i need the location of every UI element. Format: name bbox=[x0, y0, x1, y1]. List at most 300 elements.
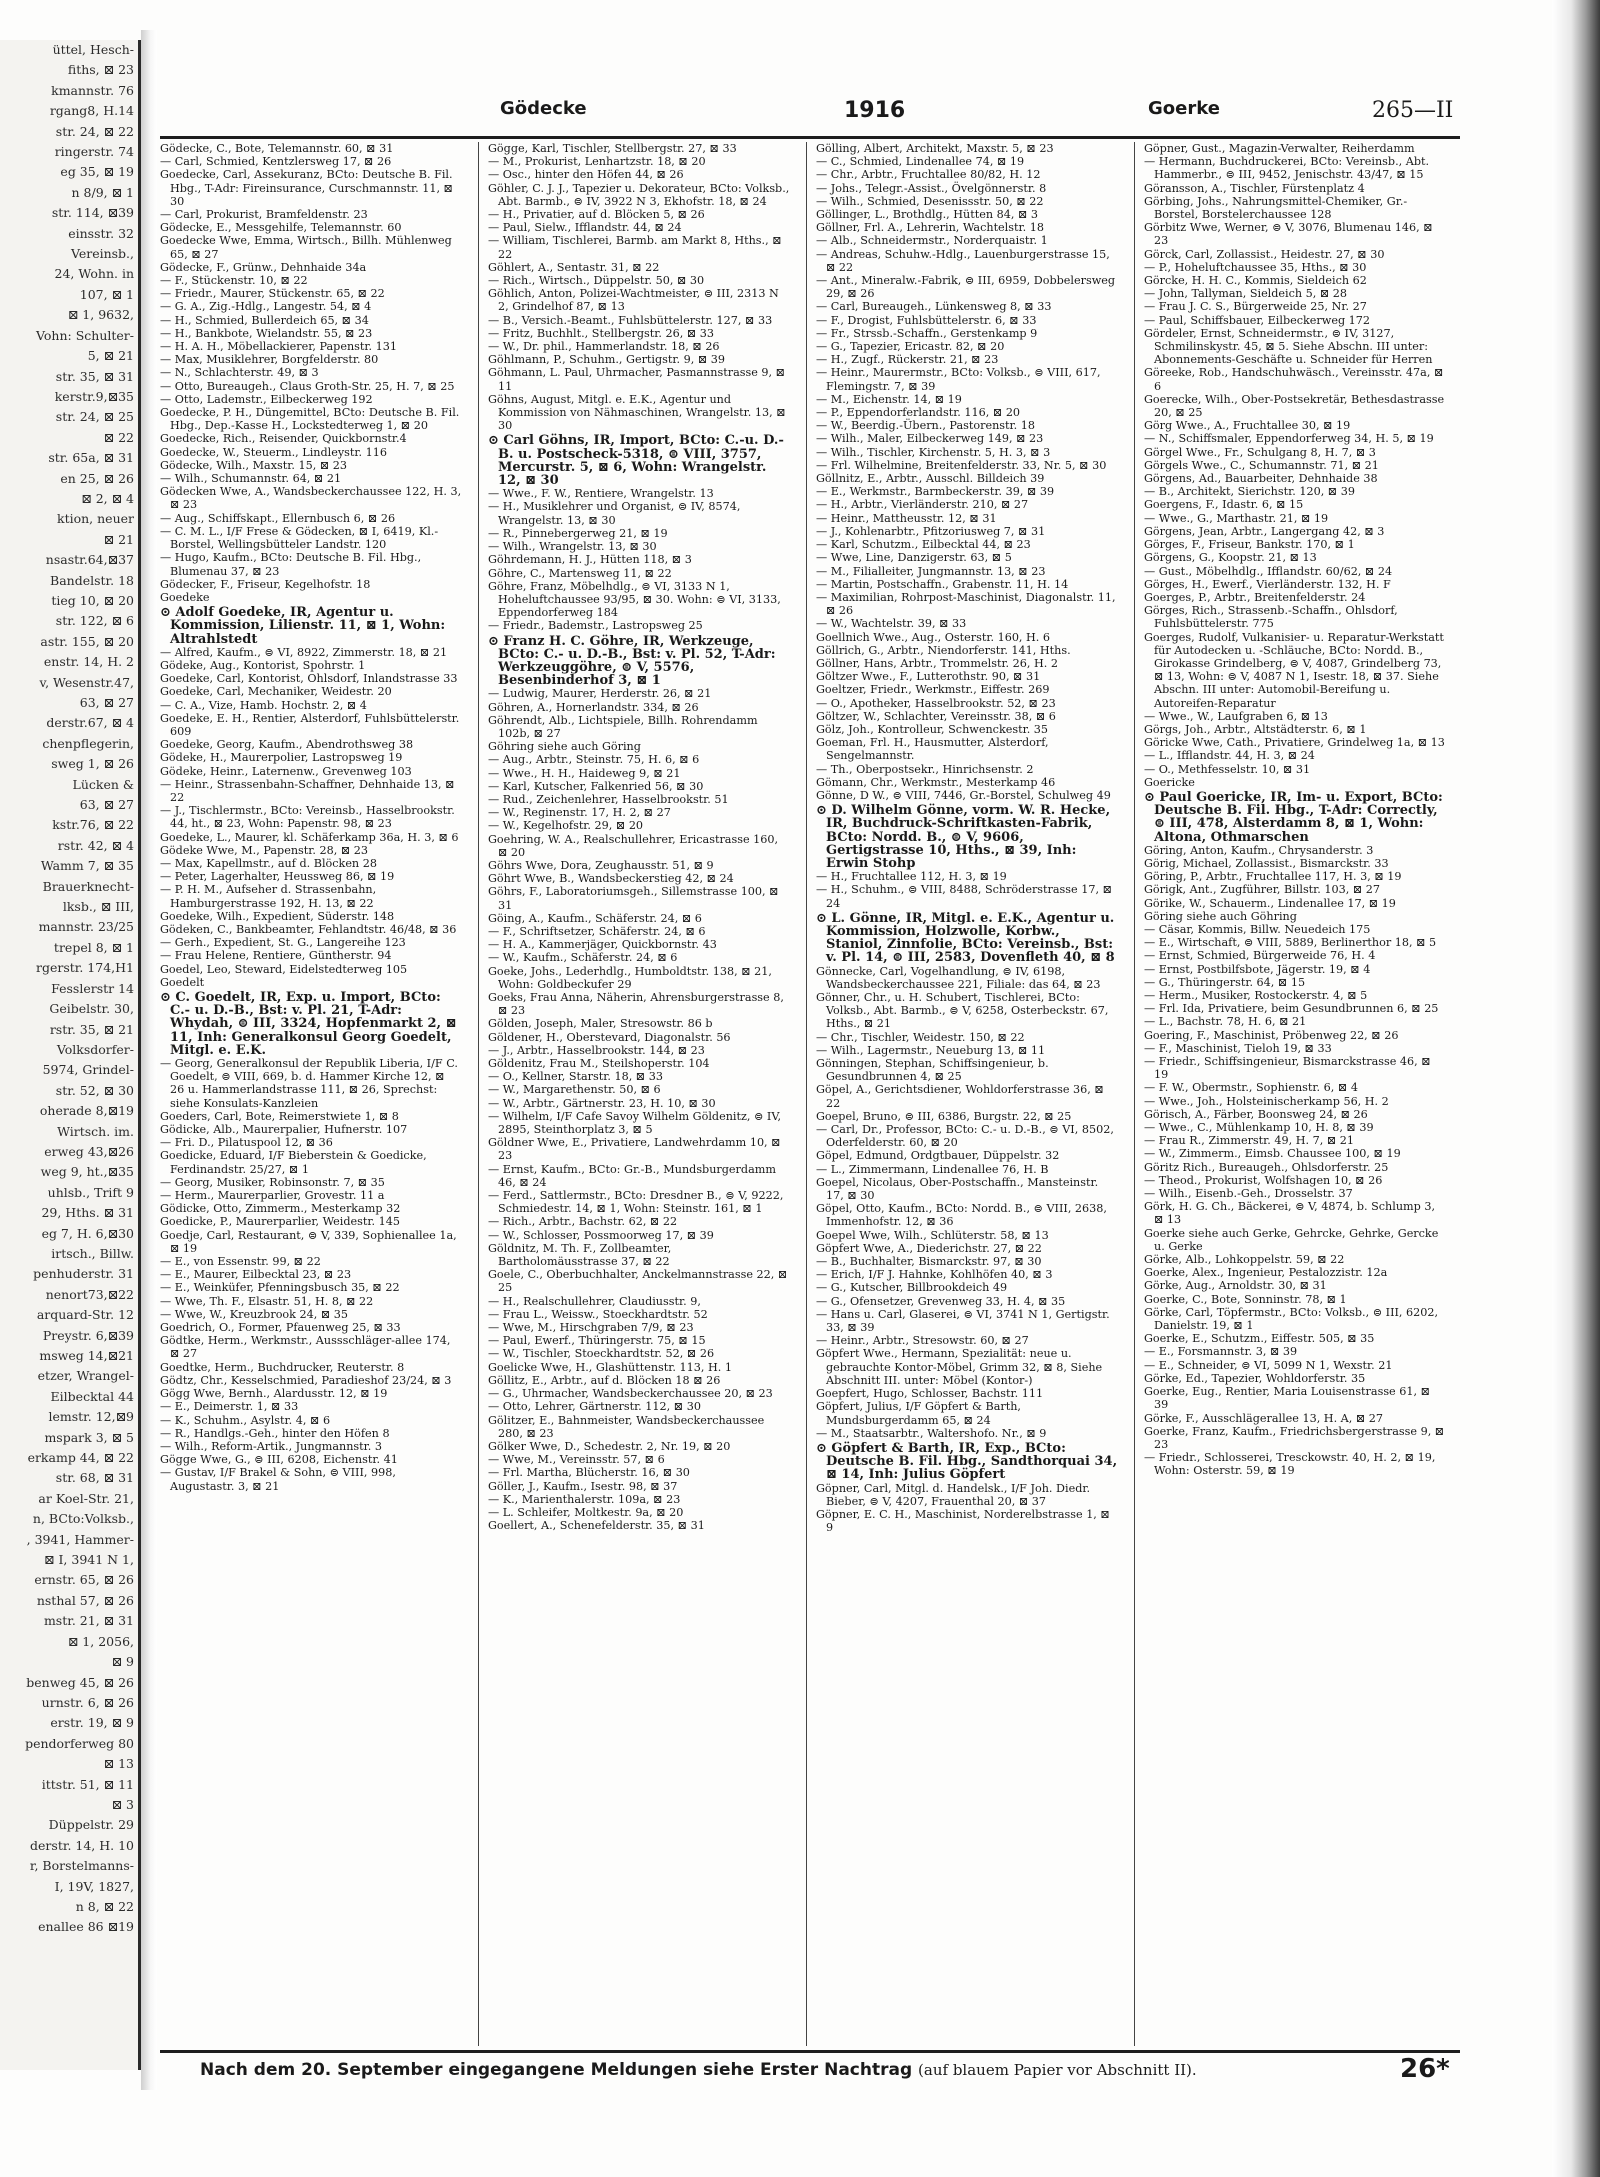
left-page-line: einsstr. 32 bbox=[68, 225, 134, 241]
directory-entry: — Karl, Kutscher, Falkenried 56, ⊠ 30 bbox=[488, 779, 704, 793]
directory-entry: Görke, Alb., Lohkoppelstr. 59, ⊠ 22 bbox=[1144, 1253, 1345, 1267]
directory-entry: Gödeke, Aug., Kontorist, Spohrstr. 1 bbox=[160, 658, 366, 672]
left-page-line: ⊠ 13 bbox=[103, 1756, 134, 1772]
directory-entry: — Wwe, Line, Danzigerstr. 63, ⊠ 5 bbox=[816, 551, 1012, 565]
directory-entry: — Rich., Arbtr., Bachstr. 62, ⊠ 22 bbox=[488, 1215, 678, 1229]
left-page-line: üttel, Hesch- bbox=[52, 42, 134, 57]
directory-entry: — Frau R., Zimmerstr. 49, H. 7, ⊠ 21 bbox=[1144, 1134, 1354, 1148]
header-rule bbox=[160, 136, 1460, 139]
directory-entry: Görgel Wwe., Fr., Schulgang 8, H. 7, ⊠ 3 bbox=[1144, 445, 1376, 459]
directory-entry: Göhrs, F., Laboratoriumsgeh., Sillemstrasse 100, ⊠ 31 bbox=[488, 885, 779, 912]
left-page-line: eg 7, H. 6,⊠30 bbox=[41, 1225, 134, 1241]
directory-entry: — H. A., Kammerjäger, Quickbornstr. 43 bbox=[488, 938, 717, 952]
directory-entry: — W., Kaufm., Schäferstr. 24, ⊠ 6 bbox=[488, 951, 678, 965]
directory-entry: Goedel, Leo, Steward, Eidelstedterweg 105 bbox=[160, 962, 408, 976]
directory-entry: Goering, F., Maschinist, Pröbenweg 22, ⊠ 26 bbox=[1144, 1028, 1399, 1042]
directory-entry: Görgens, Jean, Arbtr., Langergang 42, ⊠ 3 bbox=[1144, 524, 1385, 538]
directory-entry: Görke, Aug., Arnoldstr. 30, ⊠ 31 bbox=[1144, 1279, 1327, 1293]
left-page-line: I, 19V, 1827, bbox=[54, 1878, 134, 1894]
directory-entry: — H., Realschullehrer, Claudiusstr. 9, bbox=[488, 1294, 701, 1308]
directory-entry: — P., Hoheluftchaussee 35, Hths., ⊠ 30 bbox=[1144, 260, 1367, 274]
directory-entry: Göring, Anton, Kaufm., Chrysanderstr. 3 bbox=[1144, 843, 1374, 857]
left-page-line: str. 65a, ⊠ 31 bbox=[48, 450, 134, 466]
directory-entry: Göpfert Wwe, A., Diederichstr. 27, ⊠ 22 bbox=[816, 1241, 1042, 1255]
directory-entry: — L., Ifflandstr. 44, H. 3, ⊠ 24 bbox=[1144, 749, 1315, 763]
left-page-line: lksb., ⊠ III, bbox=[62, 899, 134, 915]
column-divider bbox=[1134, 142, 1135, 2046]
directory-entry: — Maximilian, Rohrpost-Maschinist, Diagonalstr. 11, ⊠ 26 bbox=[816, 590, 1116, 618]
directory-entry: — Wwe, M., Vereinsstr. 57, ⊠ 6 bbox=[488, 1453, 665, 1467]
directory-entry: — Frl. Ida, Privatiere, beim Gesundbrunnen 6, ⊠ 25 bbox=[1144, 1002, 1439, 1016]
directory-entry: Görigk, Ant., Zugführer, Billstr. 103, ⊠ 27 bbox=[1144, 883, 1381, 897]
directory-entry: Göhlert, A., Sentastr. 31, ⊠ 22 bbox=[488, 260, 660, 274]
directory-entry: Goerecke, Wilh., Ober-Postsekretär, Bethesdastrasse 20, ⊠ 25 bbox=[1144, 392, 1445, 420]
left-page-line: Wamm 7, ⊠ 35 bbox=[40, 858, 134, 874]
directory-entry: — M., Filialleiter, Jungmannstr. 13, ⊠ 23 bbox=[816, 564, 1046, 578]
directory-entry: — N., Schlachterstr. 49, ⊠ 3 bbox=[160, 366, 319, 380]
directory-entry: ⊙ Paul Goericke, IR, Im- u. Export, BCto: Deutsche B. Fil. Hbg., T-Adr: Correctly, ⊜ III, 478, Alsterdamm 8, ⊠ 1, Wohn: Altona, Othmarschen bbox=[1144, 789, 1443, 845]
left-page-line: nsthal 57, ⊠ 26 bbox=[36, 1592, 134, 1608]
directory-entry: — W., Zimmerm., Eimsb. Chaussee 100, ⊠ 19 bbox=[1144, 1147, 1401, 1161]
directory-entry: Gödtke, Herm., Werkmstr., Aussschläger-allee 174, ⊠ 27 bbox=[160, 1334, 451, 1361]
left-page-line: en 25, ⊠ 26 bbox=[60, 470, 134, 486]
directory-entry: Göller, J., Kaufm., Isestr. 98, ⊠ 37 bbox=[488, 1479, 678, 1493]
directory-entry: — Gerh., Expedient, St. G., Langereihe 123 bbox=[160, 936, 406, 950]
directory-entry: Goerges, Rudolf, Vulkanisier- u. Reparatur-Werkstatt für Autodecken u. -Schläuche, BCto: Nordd. B., Girokasse Grindelberg, ⊜ V, 4087, Grindelberg 73, ⊠ 13, Wohn: ⊜ V, 4087 N 1, Isestr. 18, ⊠ 37. Siehe Abschn. III unter: Automobil-Bereifung u. Autoreifen-Reparatur bbox=[1144, 630, 1444, 710]
directory-entry: — Rud., Zeichenlehrer, Hasselbrookstr. 51 bbox=[488, 792, 729, 806]
left-page-line: rstr. 35, ⊠ 21 bbox=[49, 1021, 134, 1037]
directory-entry: — G., Thüringerstr. 64, ⊠ 15 bbox=[1144, 975, 1306, 989]
left-page-line: weg 9, ht.,⊠35 bbox=[40, 1164, 134, 1180]
directory-entry: Göhren, A., Hornerlandstr. 334, ⊠ 26 bbox=[488, 700, 699, 714]
directory-entry: — H., Schmied, Bullerdeich 65, ⊠ 34 bbox=[160, 313, 369, 327]
directory-entry: — Heinr., Arbtr., Stresowstr. 60, ⊠ 27 bbox=[816, 1334, 1029, 1348]
directory-entry: Göldener, H., Oberstevard, Diagonalstr. 56 bbox=[488, 1030, 731, 1044]
directory-entry: Goedecke, W., Steuerm., Lindleystr. 116 bbox=[160, 445, 388, 459]
directory-entry: Goeks, Frau Anna, Näherin, Ahrensburgerstrasse 8, ⊠ 23 bbox=[488, 991, 784, 1018]
directory-entry: Goehring, W. A., Realschullehrer, Ericastrasse 160, ⊠ 20 bbox=[488, 832, 779, 859]
directory-entry: — O., Apotheker, Hasselbrookstr. 52, ⊠ 23 bbox=[816, 696, 1056, 710]
directory-entry: Görgens, G., Koopstr. 21, ⊠ 13 bbox=[1144, 551, 1317, 565]
left-page-line: 63, ⊠ 27 bbox=[79, 797, 134, 813]
left-page-line: benweg 45, ⊠ 26 bbox=[26, 1674, 134, 1690]
left-page-line: str. 35, ⊠ 31 bbox=[55, 368, 134, 384]
left-page-line: ⊠ 9 bbox=[111, 1654, 134, 1670]
directory-entry: — H., Zugf., Rückerstr. 21, ⊠ 23 bbox=[816, 353, 999, 367]
directory-entry: — W., Wachtelstr. 39, ⊠ 33 bbox=[816, 617, 967, 631]
left-page-line: 24, Wohn. in bbox=[54, 266, 134, 282]
left-page-line: erweg 43,⊠26 bbox=[44, 1143, 134, 1159]
directory-entry: — Wilhelm, I/F Cafe Savoy Wilhelm Göldenitz, ⊜ IV, 2895, Steinthorplatz 3, ⊠ 5 bbox=[488, 1109, 782, 1137]
directory-entry: — Osc., hinter den Höfen 44, ⊠ 26 bbox=[488, 168, 684, 182]
directory-entry: — Wilh., Reform-Artik., Jungmannstr. 3 bbox=[160, 1439, 383, 1453]
left-page-line: str. 68, ⊠ 31 bbox=[55, 1470, 134, 1486]
directory-entry: Göhrendt, Alb., Lichtspiele, Billh. Rohrendamm 102b, ⊠ 27 bbox=[488, 713, 758, 740]
directory-entry: ⊙ Franz H. C. Göhre, IR, Werkzeuge, BCto: C.- u. D.-B., Bst: v. Pl. 52, T-Adr: Werkzeuggöhre, ⊜ V, 5576, Besenbinderhof 3, ⊠ 1 bbox=[488, 633, 776, 689]
directory-entry: — Otto, Lademstr., Eilbeckerweg 192 bbox=[160, 392, 373, 406]
directory-entry: — Carl, Dr., Professor, BCto: C.- u. D.-B., ⊜ VI, 8502, Oderfelderstr. 60, ⊠ 20 bbox=[816, 1123, 1114, 1150]
left-page-line: eg 35, ⊠ 19 bbox=[60, 164, 134, 180]
directory-entry: Göllner, Hans, Arbtr., Trommelstr. 26, H. 2 bbox=[816, 656, 1059, 670]
left-page-line: str. 24, ⊠ 25 bbox=[55, 409, 134, 425]
column-3 bbox=[816, 142, 1118, 2046]
footer-parenthetical: (auf blauem Papier vor Abschnitt II). bbox=[918, 2061, 1197, 2079]
directory-entry: Göllitz, E., Arbtr., auf d. Blöcken 18 ⊠ 26 bbox=[488, 1373, 721, 1387]
directory-entry: Goedecke, P. H., Düngemittel, BCto: Deutsche B. Fil. Hbg., Dep.-Kasse H., Lockstedterweg 1, ⊠ 20 bbox=[160, 406, 460, 433]
left-page-line: ⊠ 1, 2056, bbox=[67, 1633, 134, 1649]
directory-entry: Göhlmann, P., Schuhm., Gertigstr. 9, ⊠ 39 bbox=[488, 353, 726, 367]
directory-entry: — E., Maurer, Eilbecktal 23, ⊠ 23 bbox=[160, 1268, 352, 1282]
left-page-line: ⊠ I, 3941 N 1, bbox=[44, 1552, 134, 1568]
directory-entry: Goedecke, Rich., Reisender, Quickbornstr.4 bbox=[160, 432, 407, 446]
directory-entry: — G., Ofensetzer, Grevenweg 33, H. 4, ⊠ 35 bbox=[816, 1294, 1066, 1308]
directory-entry: Göring siehe auch Göhring bbox=[1144, 909, 1297, 923]
directory-entry: — Wilh., Schumannstr. 64, ⊠ 21 bbox=[160, 472, 342, 486]
directory-entry: — B., Buchhalter, Bismarckstr. 97, ⊠ 30 bbox=[816, 1255, 1042, 1269]
left-page-line: nenort73,⊠22 bbox=[45, 1286, 134, 1302]
left-page-line: Preystr. 6,⊠39 bbox=[42, 1327, 134, 1343]
directory-entry: Gödecker, F., Friseur, Kegelhofstr. 18 bbox=[160, 577, 371, 591]
directory-entry: Görck, Carl, Zollassist., Heidestr. 27, ⊠ 30 bbox=[1144, 247, 1385, 261]
directory-entry: — K., Marienthalerstr. 109a, ⊠ 23 bbox=[488, 1492, 681, 1506]
directory-entry: — B., Versich.-Beamt., Fuhlsbüttelerstr. 127, ⊠ 33 bbox=[488, 313, 773, 327]
directory-entry: Goedeke, L., Maurer, kl. Schäferkamp 36a, H. 3, ⊠ 6 bbox=[160, 830, 459, 844]
directory-entry: — W., Tischler, Stoeckhardtstr. 52, ⊠ 26 bbox=[488, 1347, 715, 1361]
directory-entry: — K., Schuhm., Asylstr. 4, ⊠ 6 bbox=[160, 1413, 331, 1427]
directory-entry: — P., Eppendorferlandstr. 116, ⊠ 20 bbox=[816, 406, 1021, 420]
left-page-line: chenpflegerin, bbox=[42, 735, 134, 751]
directory-entry: — C. M. L., I/F Frese & Gödecken, ⊠ I, 6419, Kl.-Borstel, Wellingsbütteler Landstr. 120 bbox=[160, 524, 439, 552]
directory-entry: Göpel, A., Gerichtsdiener, Wohldorferstrasse 36, ⊠ 22 bbox=[816, 1083, 1104, 1110]
directory-entry: — William, Tischlerei, Barmb. am Markt 8, Hths., ⊠ 22 bbox=[488, 234, 782, 261]
left-page-line: n 8/9, ⊠ 1 bbox=[71, 184, 134, 200]
directory-entry: — Carl, Prokurist, Bramfeldenstr. 23 bbox=[160, 208, 368, 222]
directory-entry: — Georg, Generalkonsul der Republik Liberia, I/F C. Goedelt, ⊜ VIII, 669, b. d. Hammer Kirche 12, ⊠ 26 u. Hammerlandstrasse 111, ⊠ 26, Sprechst: siehe Konsulats-Kanzleien bbox=[160, 1057, 458, 1110]
directory-entry: Görgs, Joh., Arbtr., Altstädterstr. 6, ⊠ 1 bbox=[1144, 722, 1367, 736]
directory-entry: Gögge Wwe, G., ⊜ III, 6208, Eichenstr. 41 bbox=[160, 1453, 398, 1467]
directory-entry: — Wilh., Eisenb.-Geh., Drosselstr. 37 bbox=[1144, 1187, 1353, 1201]
directory-entry: — Fritz, Buchhlt., Stellbergstr. 26, ⊠ 33 bbox=[488, 326, 714, 340]
directory-entry: — Hans u. Carl, Glaserei, ⊜ VI, 3741 N 1, Gertigstr. 33, ⊠ 39 bbox=[816, 1307, 1110, 1335]
directory-entry: — Wwe., C., Mühlenkamp 10, H. 8, ⊠ 39 bbox=[1144, 1121, 1374, 1135]
left-page-line: ⊠ 2, ⊠ 4 bbox=[81, 490, 134, 506]
directory-entry: Görk, H. G. Ch., Bäckerei, ⊜ V, 4874, b. Schlump 3, ⊠ 13 bbox=[1144, 1200, 1436, 1227]
directory-entry: Gödecke, Wilh., Maxstr. 15, ⊠ 23 bbox=[160, 458, 347, 472]
directory-entry: — J., Tischlermstr., BCto: Vereinsb., Hasselbrookstr. 44, ht., ⊠ 23, Wohn: Papenstr. 98, ⊠ 23 bbox=[160, 804, 455, 831]
directory-entry: Gördeler, Ernst, Schneidermstr., ⊜ IV, 3127, Schmilinskystr. 45, ⊠ 5. Siehe Abschn. III unter: Abonnements-Geschäfte u. Schneider für Herren bbox=[1144, 326, 1433, 367]
header-first-entry: Gödecke bbox=[500, 98, 587, 119]
directory-entry: — W., Dr. phil., Hammerlandstr. 18, ⊠ 26 bbox=[488, 340, 720, 354]
directory-entry: — Th., Oberpostsekr., Hinrichsenstr. 2 bbox=[816, 762, 1034, 776]
directory-entry: Goedicke, Eduard, I/F Bieberstein & Goedicke, Ferdinandstr. 25/27, ⊠ 1 bbox=[160, 1149, 427, 1176]
directory-entry: — P. H. M., Aufseher d. Strassenbahn, Hamburgerstrasse 192, H. 13, ⊠ 22 bbox=[160, 883, 377, 910]
directory-entry: Göldenitz, Frau M., Steilshoperstr. 104 bbox=[488, 1057, 710, 1071]
directory-entry: Goepel, Bruno, ⊜ III, 6386, Burgstr. 22, ⊠ 25 bbox=[816, 1109, 1072, 1123]
directory-entry: — Martin, Postschaffn., Grabenstr. 11, H. 14 bbox=[816, 577, 1069, 591]
directory-entry: Goergens, F., Idastr. 6, ⊠ 15 bbox=[1144, 498, 1304, 512]
directory-entry: — F., Drogist, Fuhlsbüttelerstr. 6, ⊠ 33 bbox=[816, 313, 1037, 327]
directory-entry: — Friedr., Schlosserei, Tresckowstr. 40, H. 2, ⊠ 19, Wohn: Osterstr. 59, ⊠ 19 bbox=[1144, 1451, 1436, 1478]
directory-entry: Goele, C., Oberbuchhalter, Anckelmannstrasse 22, ⊠ 25 bbox=[488, 1268, 788, 1295]
directory-entry: Göhre, Franz, Möbelhdlg., ⊜ VI, 3133 N 1, Hoheluftchaussee 93/95, ⊠ 30. Wohn: ⊜ VI, 3133, Eppendorferweg 184 bbox=[488, 579, 781, 620]
directory-entry: — W., Kegelhofstr. 29, ⊠ 20 bbox=[488, 819, 644, 833]
directory-entry: — G., Tapezier, Ericastr. 82, ⊠ 20 bbox=[816, 340, 1005, 354]
directory-entry: — F., Schriftsetzer, Schäferstr. 24, ⊠ 6 bbox=[488, 924, 706, 938]
directory-entry: Gömann, Chr., Werkmstr., Mesterkamp 46 bbox=[816, 775, 1056, 789]
directory-entry: — Johs., Telegr.-Assist., Övelgönnerstr. 8 bbox=[816, 181, 1047, 195]
left-page-line: , 3941, Hammer- bbox=[26, 1531, 134, 1547]
directory-entry: Gödeke, H., Maurerpolier, Lastropsweg 19 bbox=[160, 751, 403, 765]
directory-entry: Göpner, Carl, Mitgl. d. Handelsk., I/F Joh. Diedr. Bieber, ⊜ V, 4207, Frauenthal 20, ⊠ 37 bbox=[816, 1481, 1091, 1508]
left-page-line: enstr. 14, H. 2 bbox=[43, 654, 134, 670]
directory-entry: — John, Tallyman, Sieldeich 5, ⊠ 28 bbox=[1144, 287, 1348, 301]
directory-entry: Göhler, C. J. J., Tapezier u. Dekorateur, BCto: Volksb., Abt. Barmb., ⊜ IV, 3922 N 3, Ekhofstr. 18, ⊠ 24 bbox=[488, 181, 790, 208]
directory-entry: Göpfert, Julius, I/F Göpfert & Barth, Mundsburgerdamm 65, ⊠ 24 bbox=[816, 1400, 1021, 1427]
directory-entry: Gölker Wwe, D., Schedestr. 2, Nr. 19, ⊠ 20 bbox=[488, 1439, 731, 1453]
left-page-line: astr. 155, ⊠ 20 bbox=[40, 633, 134, 649]
left-page-line: Düppelstr. 29 bbox=[48, 1817, 134, 1833]
directory-entry: — E., Schneider, ⊜ VI, 5099 N 1, Wexstr. 21 bbox=[1144, 1358, 1393, 1372]
footer-rule bbox=[160, 2050, 1460, 2053]
directory-entry: — Frl. Martha, Blücherstr. 16, ⊠ 30 bbox=[488, 1466, 690, 1480]
directory-entry: — Wwe., H. H., Haideweg 9, ⊠ 21 bbox=[488, 766, 681, 780]
directory-entry: — E., Wirtschaft, ⊜ VIII, 5889, Berlinerthor 18, ⊠ 5 bbox=[1144, 936, 1437, 950]
footer-main-text: Nach dem 20. September eingegangene Meldungen siehe Erster Nachtrag bbox=[200, 2060, 913, 2080]
directory-entry: — Heinr., Strassenbahn-Schaffner, Dehnhaide 13, ⊠ 22 bbox=[160, 777, 455, 804]
left-page-line: erstr. 19, ⊠ 9 bbox=[50, 1715, 134, 1731]
directory-entry: — H., Musiklehrer und Organist, ⊜ IV, 8574, Wrangelstr. 13, ⊠ 30 bbox=[488, 500, 741, 527]
directory-entry: — C. A., Vize, Hamb. Hochstr. 2, ⊠ 4 bbox=[160, 698, 367, 712]
directory-entry: Gödeken, C., Bankbeamter, Fehlandtstr. 46/48, ⊠ 36 bbox=[160, 922, 457, 936]
directory-entry: Gödtz, Chr., Kesselschmied, Paradieshof 23/24, ⊠ 3 bbox=[160, 1373, 452, 1387]
directory-entry: — L. Schleifer, Moltkestr. 9a, ⊠ 20 bbox=[488, 1505, 684, 1519]
left-page-line: Wirtsch. im. bbox=[57, 1123, 134, 1139]
directory-entry: — Wilh., Lagermstr., Neueburg 13, ⊠ 11 bbox=[816, 1043, 1046, 1057]
directory-entry: — Frl. Wilhelmine, Breitenfelderstr. 33, Nr. 5, ⊠ 30 bbox=[816, 458, 1107, 472]
directory-entry: — N., Schiffsmaler, Eppendorferweg 34, H. 5, ⊠ 19 bbox=[1144, 432, 1434, 446]
left-page-line: Eilbecktal 44 bbox=[50, 1388, 134, 1404]
directory-entry: Goedtke, Herm., Buchdrucker, Reuterstr. 8 bbox=[160, 1360, 405, 1374]
directory-entry: — Ant., Mineralw.-Fabrik, ⊜ III, 6959, Dobbelersweg 29, ⊠ 26 bbox=[816, 274, 1116, 301]
directory-entry: Goedecke Wwe, Emma, Wirtsch., Billh. Mühlenweg 65, ⊠ 27 bbox=[160, 234, 452, 261]
directory-entry: Gödeke, Heinr., Laternenw., Grevenweg 103 bbox=[160, 764, 412, 778]
left-page-line: pendorferweg 80 bbox=[25, 1735, 134, 1751]
directory-entry: Görgens, Ad., Bauarbeiter, Dehnhaide 38 bbox=[1144, 472, 1378, 486]
directory-entry: — C., Schmied, Lindenallee 74, ⊠ 19 bbox=[816, 155, 1025, 169]
directory-entry: Goepel, Nicolaus, Ober-Postschaffn., Mansteinstr. 17, ⊠ 30 bbox=[816, 1175, 1099, 1203]
directory-entry: Göpel, Otto, Kaufm., BCto: Nordd. B., ⊜ VIII, 2638, Immenhofstr. 12, ⊠ 36 bbox=[816, 1202, 1107, 1229]
directory-entry: Gödecke, F., Grünw., Dehnhaide 34a bbox=[160, 260, 367, 274]
directory-entry: — Wwe, Th. F., Elsastr. 51, H. 8, ⊠ 22 bbox=[160, 1294, 374, 1308]
directory-entry: — Friedr., Schiffsingenieur, Bismarckstrasse 46, ⊠ 19 bbox=[1144, 1055, 1431, 1082]
left-page-line: etzer, Wrangel- bbox=[37, 1368, 134, 1384]
column-1 bbox=[160, 142, 462, 2046]
directory-entry: Goedicke, P., Maurerparlier, Weidestr. 145 bbox=[160, 1215, 400, 1229]
directory-entry: — Ferd., Sattlermstr., BCto: Dresdner B., ⊜ V, 9222, Schmiedestr. 14, ⊠ 1, Wohn: Steinstr. 161, ⊠ 1 bbox=[488, 1189, 784, 1216]
directory-entry: — Frau L., Weissw., Stoeckhardtstr. 52 bbox=[488, 1307, 708, 1321]
directory-entry: — G., Kutscher, Billbrookdeich 49 bbox=[816, 1281, 1008, 1295]
directory-entry: Göhrt Wwe, B., Wandsbeckerstieg 42, ⊠ 24 bbox=[488, 872, 734, 886]
directory-entry: Görbitz Wwe, Werner, ⊜ V, 3076, Blumenau 146, ⊠ 23 bbox=[1144, 221, 1433, 248]
directory-entry: Görke, F., Ausschlägerallee 13, H. A, ⊠ 27 bbox=[1144, 1411, 1384, 1425]
left-page-line: rgerstr. 174,H1 bbox=[35, 960, 134, 976]
directory-entry: Goedeke, Wilh., Expedient, Süderstr. 148 bbox=[160, 909, 395, 923]
directory-entry: Görcke, H. H. C., Kommis, Sieldeich 62 bbox=[1144, 274, 1367, 288]
directory-entry: — Otto, Lehrer, Gärtnerstr. 112, ⊠ 30 bbox=[488, 1400, 701, 1414]
directory-entry: Göllrich, G., Arbtr., Niendorferstr. 141, Hths. bbox=[816, 643, 1071, 657]
left-page-line: 29, Hths. ⊠ 31 bbox=[41, 1205, 134, 1221]
left-page-line: ringerstr. 74 bbox=[54, 144, 134, 160]
left-page-line: msweg 14,⊠21 bbox=[39, 1348, 134, 1363]
directory-entry: Gölitzer, E., Bahnmeister, Wandsbeckerchaussee 280, ⊠ 23 bbox=[488, 1413, 765, 1440]
directory-entry: Gölden, Joseph, Maler, Stresowstr. 86 b bbox=[488, 1017, 713, 1031]
directory-entry: — L., Zimmermann, Lindenallee 76, H. B bbox=[816, 1162, 1049, 1176]
left-page-line: ktion, neuer bbox=[57, 511, 134, 527]
directory-entry: Goellnich Wwe., Aug., Osterstr. 160, H. 6 bbox=[816, 630, 1051, 644]
directory-entry: Goepel Wwe, Wilh., Schlüterstr. 58, ⊠ 13 bbox=[816, 1228, 1049, 1242]
directory-entry: — E., von Essenstr. 99, ⊠ 22 bbox=[160, 1255, 321, 1269]
directory-entry: Goedeke, Georg, Kaufm., Abendrothsweg 38 bbox=[160, 738, 414, 752]
directory-entry: ⊙ Göpfert & Barth, IR, Exp., BCto: Deutsche B. Fil. Hbg., Sandthorquai 34, ⊠ 14, Inh: Julius Göpfert bbox=[816, 1440, 1118, 1483]
left-page-line: oherade 8,⊠19 bbox=[39, 1103, 134, 1119]
left-page-line: derstr.67, ⊠ 4 bbox=[46, 715, 134, 731]
page-header bbox=[160, 92, 1460, 132]
directory-entry: Goerke, Franz, Kaufm., Friedrichsbergerstrasse 9, ⊠ 23 bbox=[1144, 1424, 1445, 1451]
directory-entry: Goerke, Alex., Ingenieur, Pestalozzistr. 12a bbox=[1144, 1266, 1388, 1280]
directory-entry: — Heinr., Mattheusstr. 12, ⊠ 31 bbox=[816, 511, 997, 525]
left-page-line: arquard-Str. 12 bbox=[36, 1307, 134, 1323]
directory-entry: — R., Pinnebergerweg 21, ⊠ 19 bbox=[488, 526, 668, 540]
directory-entry: Goedeke, Carl, Mechaniker, Weidestr. 20 bbox=[160, 685, 392, 699]
directory-entry: — Paul, Ewerf., Thüringerstr. 75, ⊠ 15 bbox=[488, 1334, 706, 1348]
directory-entry: Goelicke Wwe, H., Glashüttenstr. 113, H. 1 bbox=[488, 1360, 732, 1374]
directory-entry: — E., Deimerstr. 1, ⊠ 33 bbox=[160, 1400, 299, 1414]
directory-entry: Göhrs Wwe, Dora, Zeughausstr. 51, ⊠ 9 bbox=[488, 858, 714, 872]
left-page-line: Fesslerstr 14 bbox=[51, 980, 134, 996]
directory-entry: Gödicke, Alb., Maurerpalier, Hufnerstr. 107 bbox=[160, 1123, 408, 1137]
directory-entry: Goeltzer, Friedr., Werkmstr., Eiffestr. 269 bbox=[816, 683, 1050, 697]
directory-entry: Gölling, Albert, Architekt, Maxstr. 5, ⊠ 23 bbox=[816, 142, 1054, 155]
directory-entry: — Peter, Lagerhalter, Heussweg 86, ⊠ 19 bbox=[160, 870, 395, 884]
left-page-line: n, BCto:Volksb., bbox=[32, 1511, 134, 1527]
directory-entry: — Carl, Schmied, Kentzlersweg 17, ⊠ 26 bbox=[160, 155, 392, 169]
left-page-line: mstr. 21, ⊠ 31 bbox=[43, 1613, 134, 1629]
left-page-line: sweg 1, ⊠ 26 bbox=[51, 756, 134, 772]
directory-entry: Göldnitz, M. Th. F., Zollbeamter, Bartholomäusstrasse 37, ⊠ 22 bbox=[488, 1241, 672, 1269]
directory-entry: Görbing, Johs., Nahrungsmittel-Chemiker, Gr.-Borstel, Borstelerchaussee 128 bbox=[1144, 194, 1408, 222]
directory-columns bbox=[160, 142, 1460, 2046]
left-page-line: Vereinsb., bbox=[70, 246, 134, 262]
left-page-line: fiths, ⊠ 23 bbox=[67, 62, 134, 78]
directory-entry: Göransson, A., Tischler, Fürstenplatz 4 bbox=[1144, 181, 1365, 195]
directory-entry: Goerke, Eug., Rentier, Maria Louisenstrasse 61, ⊠ 39 bbox=[1144, 1385, 1430, 1412]
directory-entry: — Georg, Musiker, Robinsonstr. 7, ⊠ 35 bbox=[160, 1175, 385, 1189]
left-page-line: mspark 3, ⊠ 5 bbox=[44, 1429, 134, 1445]
directory-entry: — Paul, Schiffsbauer, Eilbeckerweg 172 bbox=[1144, 313, 1371, 327]
directory-entry: — Ernst, Schmied, Bürgerweide 76, H. 4 bbox=[1144, 949, 1376, 963]
directory-entry: Gödecke, C., Bote, Telemannstr. 60, ⊠ 31 bbox=[160, 142, 394, 155]
left-page-line: trepel 8, ⊠ 1 bbox=[53, 939, 134, 955]
directory-entry: — H., Arbtr., Vierländerstr. 210, ⊠ 27 bbox=[816, 498, 1029, 512]
directory-entry: — Gust., Möbelhdlg., Ifflandstr. 60/62, ⊠ 24 bbox=[1144, 564, 1393, 578]
directory-entry: Göllner, Frl. A., Lehrerin, Wachtelstr. 18 bbox=[816, 221, 1044, 235]
directory-entry: Göhre, C., Martensweg 11, ⊠ 22 bbox=[488, 566, 672, 580]
directory-entry: — Ernst, Postbilfsbote, Jägerstr. 19, ⊠ 4 bbox=[1144, 962, 1371, 976]
directory-entry: — Erich, I/F J. Hahnke, Kohlhöfen 40, ⊠ 3 bbox=[816, 1268, 1053, 1282]
directory-entry: Gönningen, Stephan, Schiffsingenieur, b. Gesundbrunnen 4, ⊠ 25 bbox=[816, 1057, 1049, 1084]
directory-entry: — E., Weinküfer, Pfenningsbusch 35, ⊠ 22 bbox=[160, 1281, 400, 1295]
directory-entry: Göhrdemann, H. J., Hütten 118, ⊠ 3 bbox=[488, 553, 692, 567]
directory-entry: Goepfert, Hugo, Schlosser, Bachstr. 111 bbox=[816, 1387, 1044, 1401]
left-page-line: ar Koel-Str. 21, bbox=[38, 1490, 134, 1506]
directory-entry: Görig, Michael, Zollassist., Bismarckstr. 33 bbox=[1144, 856, 1389, 870]
directory-entry: Goerke siehe auch Gerke, Gehrcke, Gehrke, Gercke u. Gerke bbox=[1144, 1226, 1439, 1253]
directory-entry: — Frau J. C. S., Bürgerweide 25, Nr. 27 bbox=[1144, 300, 1367, 314]
directory-entry: — G., Uhrmacher, Wandsbeckerchaussee 20, ⊠ 23 bbox=[488, 1387, 773, 1401]
directory-entry: Göpner, Gust., Magazin-Verwalter, Reiherdamm bbox=[1144, 142, 1415, 155]
left-page-line: enallee 86 ⊠19 bbox=[38, 1919, 134, 1935]
directory-entry: — L., Bachstr. 78, H. 6, ⊠ 21 bbox=[1144, 1015, 1307, 1029]
directory-entry: Goedeke, Carl, Kontorist, Ohlsdorf, Inlandstrasse 33 bbox=[160, 672, 458, 686]
left-page-line: ittstr. 51, ⊠ 11 bbox=[41, 1776, 134, 1792]
left-page-line: ⊠ 21 bbox=[103, 531, 134, 547]
directory-entry: — Fr., Strssb.-Schaffn., Gerstenkamp 9 bbox=[816, 326, 1038, 340]
header-year: 1916 bbox=[844, 98, 906, 123]
directory-entry: Gödicke, Otto, Zimmerm., Mesterkamp 32 bbox=[160, 1202, 401, 1216]
directory-entry: — Karl, Schutzm., Eilbecktal 44, ⊠ 23 bbox=[816, 538, 1031, 552]
directory-entry: — B., Architekt, Sierichstr. 120, ⊠ 39 bbox=[1144, 485, 1355, 499]
left-page-line: Brauerknecht- bbox=[42, 878, 134, 894]
directory-entry: — Hermann, Buchdruckerei, BCto: Vereinsb., Abt. Hammerbr., ⊜ III, 9452, Jenischstr. 43/47, ⊠ 15 bbox=[1144, 155, 1430, 182]
directory-entry: — G. A., Zig.-Hdlg., Langestr. 54, ⊠ 4 bbox=[160, 300, 372, 314]
directory-entry: — Chr., Arbtr., Fruchtallee 80/82, H. 12 bbox=[816, 168, 1041, 182]
directory-entry: — F., Maschinist, Tieloh 19, ⊠ 33 bbox=[1144, 1041, 1332, 1055]
left-page-line: lemstr. 12,⊠9 bbox=[48, 1409, 134, 1425]
directory-entry: — M., Staatsarbtr., Waltershofo. Nr., ⊠ 9 bbox=[816, 1426, 1047, 1440]
left-page-line: str. 52, ⊠ 30 bbox=[55, 1082, 134, 1098]
directory-entry: Goellert, A., Schenefelderstr. 35, ⊠ 31 bbox=[488, 1519, 705, 1533]
directory-entry: — Wwe, W., Kreuzbrook 24, ⊠ 35 bbox=[160, 1307, 349, 1321]
directory-entry: — Wilh., Wrangelstr. 13, ⊠ 30 bbox=[488, 540, 657, 554]
directory-entry: — J., Kohlenarbtr., Pfitzoriusweg 7, ⊠ 31 bbox=[816, 524, 1046, 538]
directory-entry: Gönne, D W., ⊜ VIII, 7446, Gr.-Borstel, Schulweg 49 bbox=[816, 788, 1111, 802]
directory-entry: — W., Reginenstr. 17, H. 2, ⊠ 27 bbox=[488, 806, 671, 820]
directory-entry: Goedeke bbox=[160, 590, 210, 604]
directory-entry: Gönner, Chr., u. H. Schubert, Tischlerei, BCto: Volksb., Abt. Barmb., ⊜ V, 6258, Osterbeckstr. 67, Hths., ⊠ 21 bbox=[816, 991, 1109, 1031]
directory-entry: — M., Eichenstr. 14, ⊠ 19 bbox=[816, 392, 962, 406]
directory-entry: Göpner, E. C. H., Maschinist, Norderelbstrasse 1, ⊠ 9 bbox=[816, 1507, 1110, 1535]
left-page-line: str. 24, ⊠ 22 bbox=[55, 123, 134, 139]
directory-entry: — Ernst, Kaufm., BCto: Gr.-B., Mundsburgerdamm 46, ⊠ 24 bbox=[488, 1162, 776, 1189]
directory-entry: Görke, Ed., Tapezier, Wohldorferstr. 35 bbox=[1144, 1371, 1366, 1385]
left-page-line: nsastr.64,⊠37 bbox=[45, 552, 134, 568]
left-page-line: derstr. 14, H. 10 bbox=[30, 1837, 134, 1853]
directory-entry: Göing, A., Kaufm., Schäferstr. 24, ⊠ 6 bbox=[488, 911, 702, 925]
directory-entry: Goerges, P., Arbtr., Breitenfelderstr. 24 bbox=[1144, 590, 1366, 604]
left-page-line: r, Borstelmanns- bbox=[29, 1858, 134, 1874]
directory-entry: Goedrich, O., Former, Pfauenweg 25, ⊠ 33 bbox=[160, 1321, 401, 1335]
directory-entry: Gödecke, E., Messgehilfe, Telemannstr. 60 bbox=[160, 221, 402, 235]
directory-entry: — Alb., Schneidermstr., Norderquaistr. 1 bbox=[816, 234, 1048, 248]
directory-entry: — Andreas, Schuhw.-Hdlg., Lauenburgerstrasse 15, ⊠ 22 bbox=[816, 247, 1110, 274]
directory-entry: — H. A. H., Möbellackierer, Papenstr. 131 bbox=[160, 340, 397, 354]
left-page-line: rgang8, H.14 bbox=[49, 103, 134, 119]
directory-entry: — H., Privatier, auf d. Blöcken 5, ⊠ 26 bbox=[488, 208, 705, 222]
directory-entry: Göhmann, L. Paul, Uhrmacher, Pasmannstrasse 9, ⊠ 11 bbox=[488, 366, 786, 393]
directory-entry: Göritz Rich., Bureaugeh., Ohlsdorferstr. 25 bbox=[1144, 1160, 1389, 1174]
left-page-line: Vohn: Schulter- bbox=[36, 327, 134, 343]
directory-entry: — Fri. D., Pilatuspool 12, ⊠ 36 bbox=[160, 1136, 333, 1150]
